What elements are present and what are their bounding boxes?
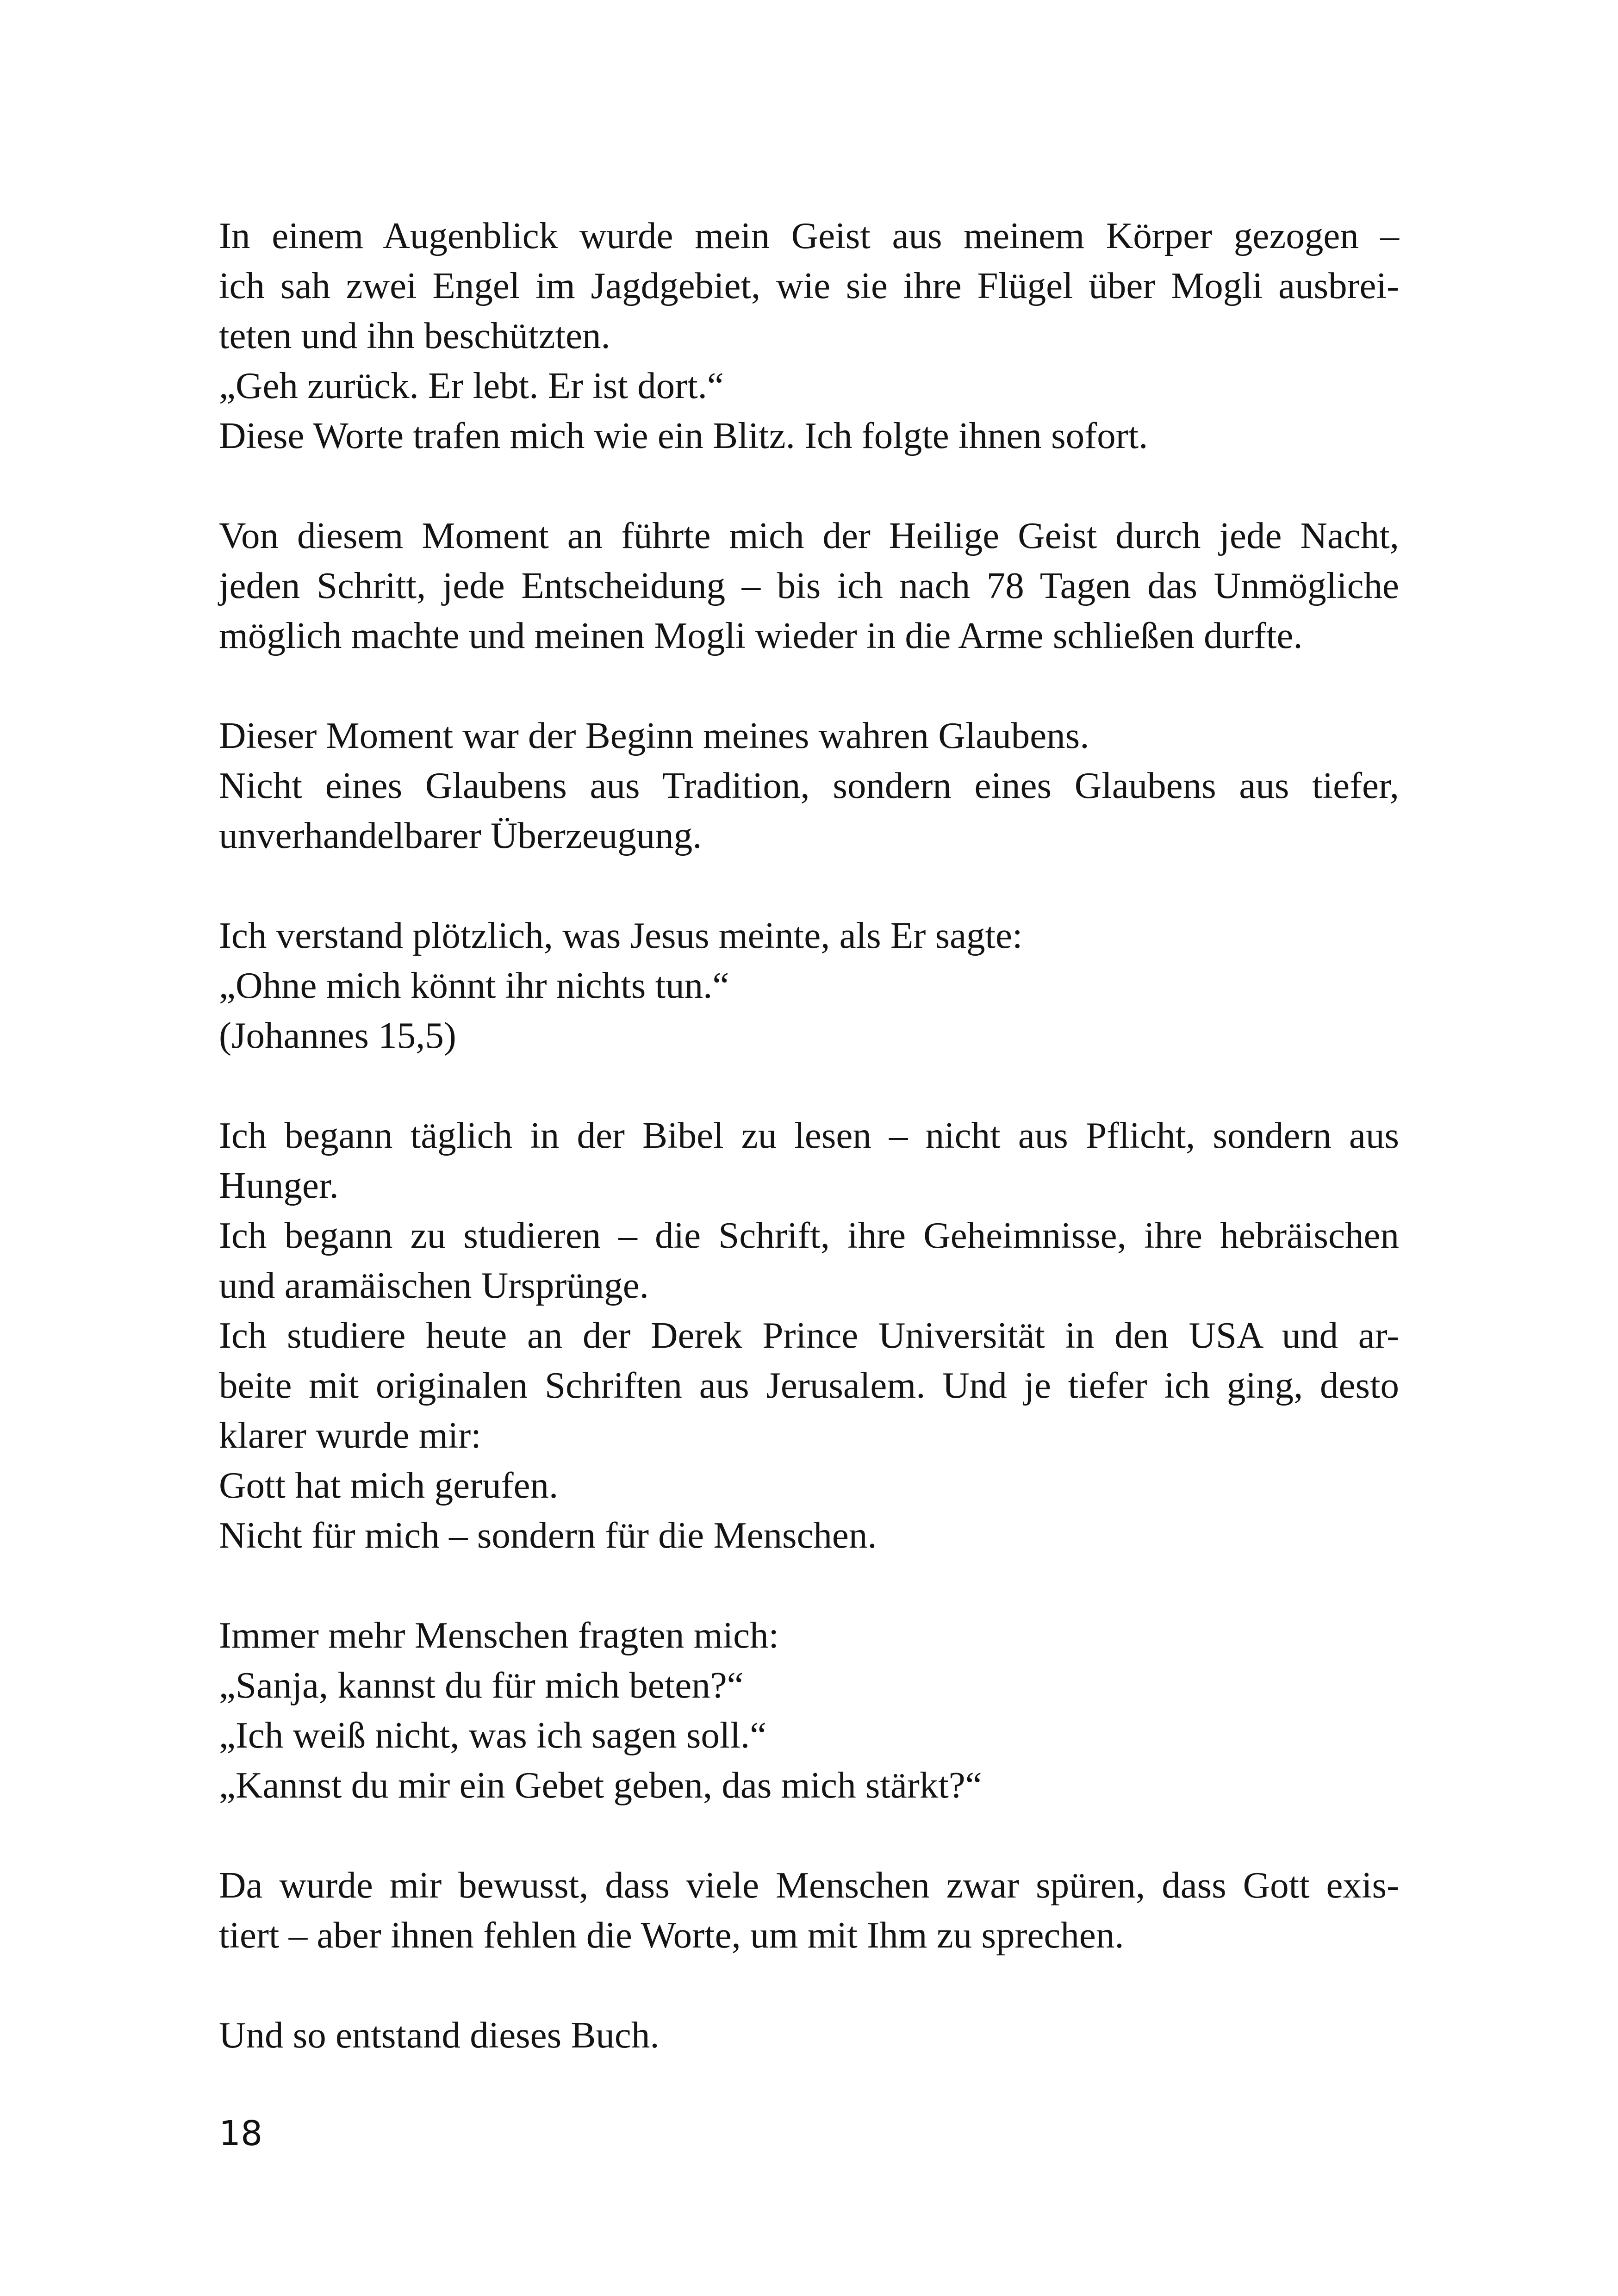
paragraph-6 (219, 1610, 1399, 1810)
text-line: Ich verstand plötzlich, was Jesus meinte, als Er sagte: (219, 915, 1023, 956)
paragraph-5 (219, 1110, 1399, 1560)
text-line: Ich begann zu studieren – die Schrift, ihre Geheimnisse, ihre hebräischen (219, 1214, 1399, 1256)
paragraph-1 (219, 211, 1399, 460)
text-line: Ich begann täglich in der Bibel zu lesen – nicht aus Pflicht, sondern aus (219, 1114, 1399, 1156)
text-line: Und so entstand dieses Buch. (219, 2014, 660, 2056)
text-line: Ich studiere heute an der Derek Prince Universität in den USA und ar- (219, 1314, 1399, 1356)
text-line: Gott hat mich gerufen. (219, 1464, 559, 1506)
citation-line: (Johannes 15,5) (219, 1014, 456, 1056)
text-line: Dieser Moment war der Beginn meines wahren Glaubens. (219, 715, 1089, 756)
text-line: unverhandelbarer Überzeugung. (219, 815, 702, 856)
quote-line: „Ohne mich könnt ihr nichts tun.“ (219, 964, 729, 1006)
text-line: teten und ihn beschützten. (219, 315, 610, 356)
page-number: 18 (219, 2114, 263, 2153)
text-line: beite mit originalen Schriften aus Jerusalem. Und je tiefer ich ging, desto (219, 1364, 1399, 1406)
text-line: tiert – aber ihnen fehlen die Worte, um mit Ihm zu sprechen. (219, 1914, 1124, 1956)
text-line: In einem Augenblick wurde mein Geist aus meinem Körper gezogen – (219, 215, 1399, 256)
text-line: Immer mehr Menschen fragten mich: (219, 1614, 779, 1656)
paragraph-8 (219, 2010, 1399, 2060)
text-line: jeden Schritt, jede Entscheidung – bis ich nach 78 Tagen das Unmögliche (219, 565, 1399, 606)
paragraph-4 (219, 910, 1399, 1060)
quote-line: „Ich weiß nicht, was ich sagen soll.“ (219, 1714, 767, 1756)
text-line: klarer wurde mir: (219, 1414, 481, 1456)
quote-line: „Geh zurück. Er lebt. Er ist dort.“ (219, 365, 724, 406)
page-body (219, 211, 1399, 2110)
text-line: Von diesem Moment an führte mich der Heilige Geist durch jede Nacht, (219, 515, 1399, 556)
text-line: Nicht für mich – sondern für die Menschen. (219, 1514, 877, 1556)
paragraph-7 (219, 1860, 1399, 1960)
quote-line: „Sanja, kannst du für mich beten?“ (219, 1664, 744, 1706)
paragraph-3 (219, 710, 1399, 860)
text-line: Da wurde mir bewusst, dass viele Menschen zwar spüren, dass Gott exis- (219, 1864, 1399, 1906)
text-line: Nicht eines Glaubens aus Tradition, sondern eines Glaubens aus tiefer, (219, 765, 1399, 806)
text-line: ich sah zwei Engel im Jagdgebiet, wie sie ihre Flügel über Mogli ausbrei- (219, 265, 1399, 306)
paragraph-2 (219, 510, 1399, 660)
text-line: möglich machte und meinen Mogli wieder in die Arme schließen durfte. (219, 615, 1303, 656)
text-line: und aramäischen Ursprünge. (219, 1264, 649, 1306)
quote-line: „Kannst du mir ein Gebet geben, das mich stärkt?“ (219, 1764, 982, 1806)
text-line: Hunger. (219, 1164, 339, 1206)
text-line: Diese Worte trafen mich wie ein Blitz. Ich folgte ihnen sofort. (219, 415, 1148, 456)
